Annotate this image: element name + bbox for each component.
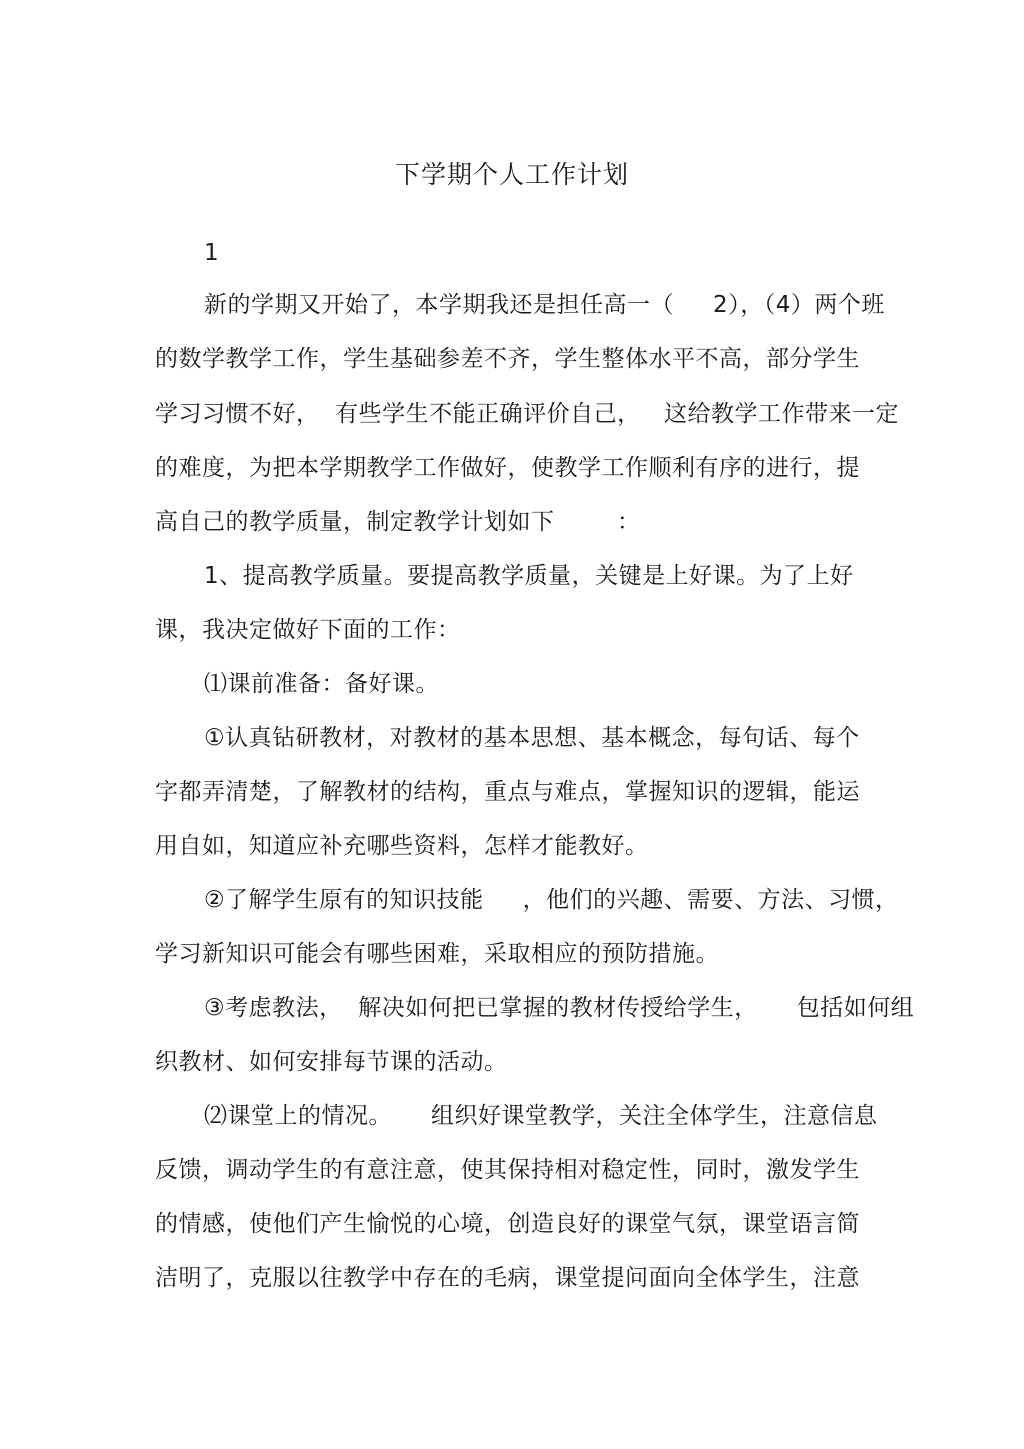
paragraph-line: 的数学教学工作，学生基础参差不齐，学生整体水平不高，部分学生 (155, 346, 860, 372)
paragraph-line: 课，我决定做好下面的工作： (155, 617, 461, 643)
paragraph-line: 学习习惯不好， 有些学生不能正确评价自己， 这给教学工作带来一定 (155, 401, 900, 427)
paragraph-line: ②了解学生原有的知识技能 ，他们的兴趣、需要、方法、习惯， (204, 887, 899, 913)
paragraph-line: 学习新知识可能会有哪些困难，采取相应的预防措施。 (155, 941, 719, 967)
paragraph-line: ⑴课前准备：备好课。 (204, 671, 439, 697)
paragraph-line: 洁明了，克服以往教学中存在的毛病，课堂提问面向全体学生，注意 (155, 1265, 860, 1291)
paragraph-line: 字都弄清楚，了解教材的结构，重点与难点，掌握知识的逻辑，能运 (155, 779, 860, 805)
document-title: 下学期个人工作计划 (394, 160, 629, 189)
paragraph-line: ①认真钻研教材，对教材的基本思想、基本概念，每句话、每个 (204, 725, 860, 751)
section-number: 1 (204, 240, 220, 266)
paragraph-line: 1、提高教学质量。要提高教学质量，关键是上好课。为了上好 (204, 563, 854, 589)
paragraph-line: ⑵课堂上的情况。 组织好课堂教学，关注全体学生，注意信息 (204, 1103, 878, 1129)
paragraph-line: 的难度，为把本学期教学工作做好，使教学工作顺利有序的进行，提 (155, 455, 860, 481)
paragraph-line: ③考虑教法， 解决如何把已掌握的教材传授给学生， 包括如何组 (204, 995, 915, 1021)
paragraph-line: 用自如，知道应补充哪些资料，怎样才能教好。 (155, 833, 649, 859)
paragraph-line: 的情感，使他们产生愉悦的心境，创造良好的课堂气氛，课堂语言简 (155, 1211, 860, 1237)
paragraph-line: 反馈，调动学生的有意注意，使其保持相对稳定性，同时，激发学生 (155, 1157, 860, 1183)
paragraph-line: 高自己的教学质量，制定教学计划如下 ： (155, 509, 641, 535)
paragraph-line: 新的学期又开始了，本学期我还是担任高一（ 2），（4）两个班 (204, 292, 885, 318)
paragraph-line: 织教材、如何安排每节课的活动。 (155, 1049, 508, 1075)
